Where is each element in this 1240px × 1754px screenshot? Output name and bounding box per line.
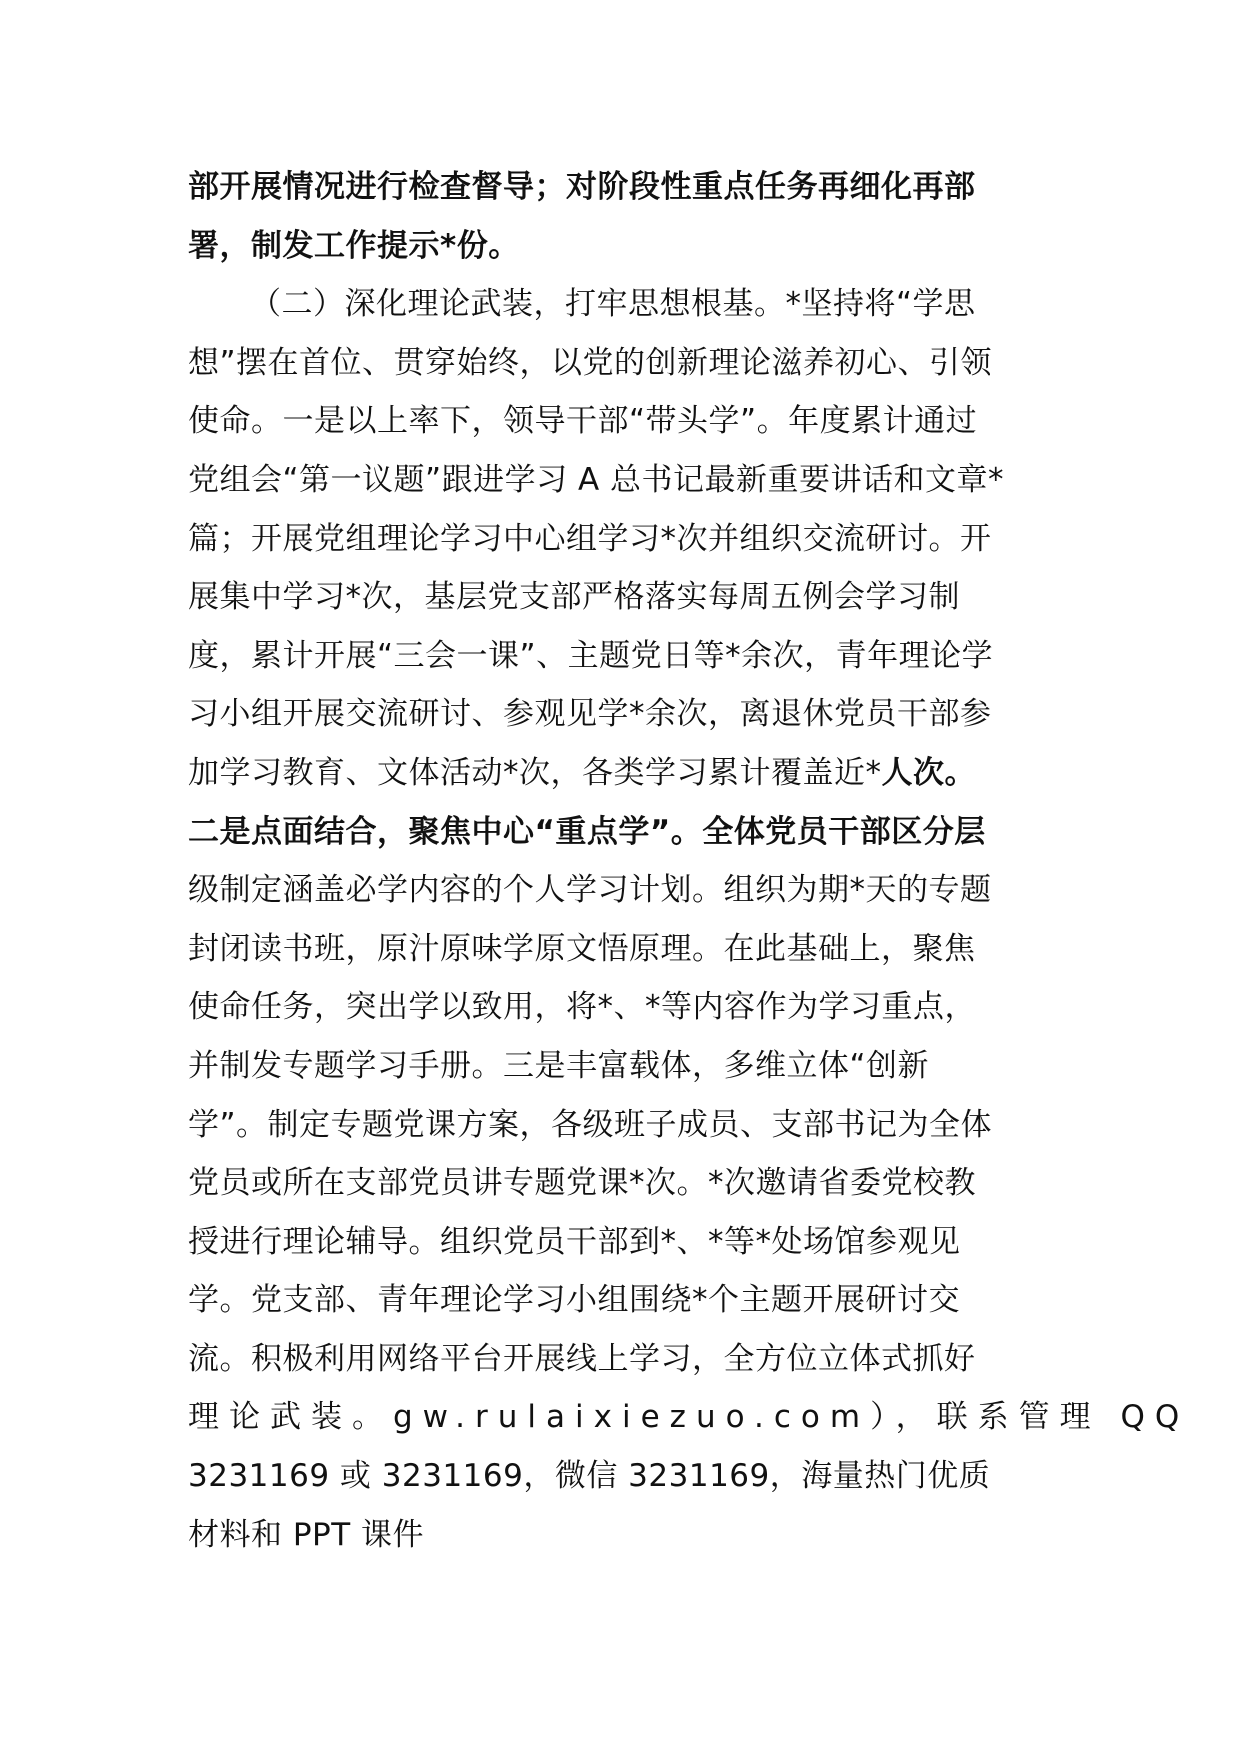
body-text: [188, 158, 1190, 1564]
text-line: [188, 510, 1056, 569]
text-run: 想”摆在首位、贯穿始终，以党的创新理论滋养初心、引领: [188, 344, 993, 381]
text-line: [188, 1213, 1056, 1272]
text-run: （二）深化理论武装，打牢思想根基。*坚持将“学思: [250, 286, 976, 323]
text-line: [188, 217, 1056, 276]
text-line: [188, 978, 1056, 1037]
text-line: [188, 1506, 1056, 1565]
text-line: [188, 627, 1056, 686]
text-line: [188, 392, 1056, 451]
text-line: [188, 451, 1056, 510]
text-line: [188, 1154, 1056, 1213]
text-run: 加学习教育、文体活动*次，各类学习累计覆盖近*: [188, 754, 882, 791]
text-line: [188, 1037, 1056, 1096]
text-line: [188, 1388, 1190, 1447]
text-run: 并制发专题学习手册。三是丰富载体，多维立体“创新: [188, 1047, 930, 1084]
text-run: 部开展情况进行检查督导；对阶段性重点任务再细化再部: [188, 169, 976, 205]
text-run: 党员或所在支部党员讲专题党课*次。*次邀请省委党校教: [188, 1165, 976, 1202]
text-run: 封闭读书班，原汁原味学原文悟原理。在此基础上，聚焦: [188, 930, 976, 967]
text-line: [188, 1330, 1056, 1389]
text-line: [188, 275, 1056, 334]
text-run: 授进行理论辅导。组织党员干部到*、*等*处场馆参观见: [188, 1223, 961, 1260]
text-run: 二是点面结合，聚焦中心“重点学”。全体党员干部区分层: [188, 813, 986, 850]
text-run: 使命。一是以上率下，领导干部“带头学”。年度累计通过: [188, 403, 978, 440]
text-run: 篇；开展党组理论学习中心组学习*次并组织交流研讨。开: [188, 520, 992, 557]
text-line: [188, 920, 1056, 979]
text-line: [188, 334, 1056, 393]
text-run: 材料和 PPT 课件: [188, 1516, 425, 1553]
text-line: [188, 861, 1056, 920]
text-run: 流。积极利用网络平台开展线上学习，全方位立体式抓好: [188, 1340, 976, 1377]
text-run: 3231169 或 3231169，微信 3231169，海量热门优质: [188, 1458, 991, 1495]
text-line: [188, 1096, 1056, 1155]
text-line: [188, 1447, 1056, 1506]
text-line: [188, 158, 1056, 217]
text-line: [188, 1271, 1056, 1330]
text-run: 展集中学习*次，基层党支部严格落实每周五例会学习制: [188, 579, 960, 616]
text-run: 署，制发工作提示*份。: [188, 227, 520, 264]
text-line: [188, 685, 1056, 744]
text-line: [188, 568, 1056, 627]
text-line: [188, 744, 1056, 803]
text-line: [188, 803, 1056, 862]
text-run: 理论武装。gw.rulaixiezuo.com），联系管理 QQ: [188, 1399, 1190, 1436]
text-run: 党组会“第一议题”跟进学习 A 总书记最新重要讲话和文章*: [188, 461, 1005, 498]
text-run: 使命任务，突出学以致用，将*、*等内容作为学习重点，: [188, 989, 976, 1026]
text-run: 人次。: [881, 754, 976, 791]
text-run: 习小组开展交流研讨、参观见学*余次，离退休党员干部参: [188, 696, 992, 733]
text-run: 学。党支部、青年理论学习小组围绕*个主题开展研讨交: [188, 1282, 960, 1319]
text-run: 度，累计开展“三会一课”、主题党日等*余次，青年理论学: [188, 637, 994, 674]
text-run: 级制定涵盖必学内容的个人学习计划。组织为期*天的专题: [188, 872, 992, 909]
text-run: 学”。制定专题党课方案，各级班子成员、支部书记为全体: [188, 1106, 993, 1143]
